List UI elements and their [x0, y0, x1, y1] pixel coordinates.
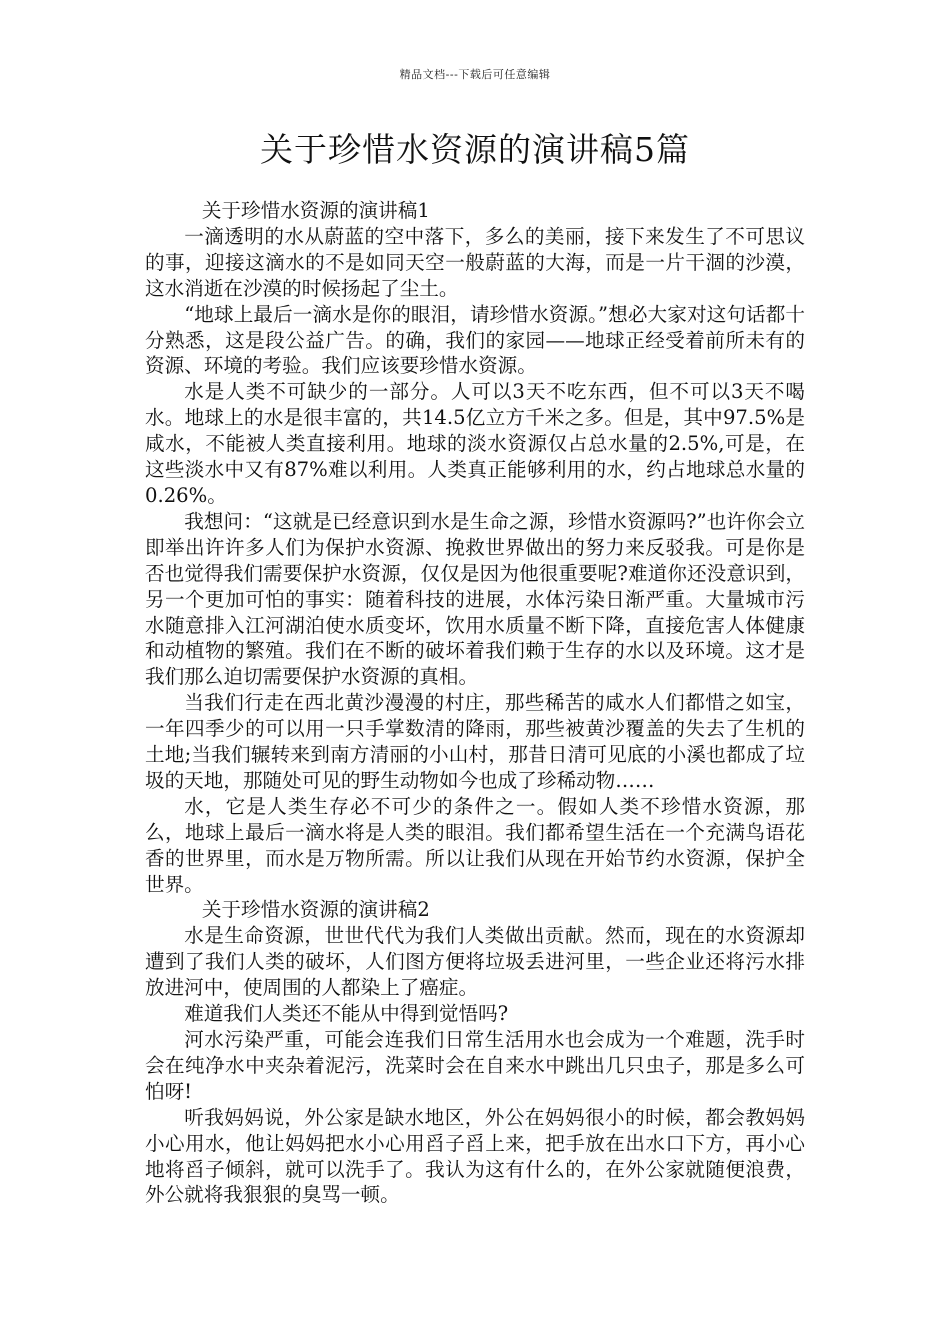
document-title: 关于珍惜水资源的演讲稿5篇 — [260, 130, 690, 169]
section-heading: 关于珍惜水资源的演讲稿2 — [201, 898, 430, 922]
paragraph: 听我妈妈说，外公家是缺水地区，外公在妈妈很小的时候，都会教妈妈小心用水，他让妈妈把水小心用舀子舀上来，把手放在出水口下方，再小心地将舀子倾斜，就可以洗手了。我认为这有什么的，在外公家就随便浪费，外公就将我狠狠的臭骂一顿。 — [145, 1105, 805, 1207]
paragraph: 水是生命资源，世世代代为我们人类做出贡献。然而，现在的水资源却遭到了我们人类的破坏，人们图方便将垃圾丢进河里，一些企业还将污水排放进河中，使周围的人都染上了癌症。 — [145, 924, 805, 1000]
paragraph: 一滴透明的水从蔚蓝的空中落下，多么的美丽，接下来发生了不可思议的事，迎接这滴水的不是如同天空一般蔚蓝的大海，而是一片干涸的沙漠，这水消逝在沙漠的时候扬起了尘土。 — [145, 224, 805, 300]
document-body — [145, 198, 805, 1208]
paragraph: 难道我们人类还不能从中得到觉悟吗? — [184, 1002, 509, 1026]
header-note: 精品文档---下载后可任意编辑 — [399, 68, 551, 81]
paragraph: 我想问：“这就是已经意识到水是生命之源，珍惜水资源吗?”也许你会立即举出许许多人们为保护水资源、挽救世界做出的努力来反驳我。可是你是否也觉得我们需要保护水资源，仅仅是因为他很重要呢?难道你还没意识到，另一个更加可怕的事实：随着科技的进展，水体污染日渐严重。大量城市污水随意排入江河湖泊使水质变坏，饮用水质量不断下降，直接危害人体健康和动植物的繁殖。我们在不断的破坏着我们赖于生存的水以及环境。这才是我们那么迫切需要保护水资源的真相。 — [145, 509, 805, 689]
paragraph: 河水污染严重，可能会连我们日常生活用水也会成为一个难题，洗手时会在纯净水中夹杂着泥污，洗菜时会在自来水中跳出几只虫子，那是多么可怕呀! — [145, 1028, 805, 1103]
paragraph: 当我们行走在西北黄沙漫漫的村庄，那些稀苦的咸水人们都惜之如宝，一年四季少的可以用一只手掌数清的降雨，那些被黄沙覆盖的失去了生机的土地;当我们辗转来到南方清丽的小山村，那昔日清可见底的小溪也都成了垃圾的天地，那随处可见的野生动物如今也成了珍稀动物…… — [145, 691, 805, 792]
paragraph: “地球上最后一滴水是你的眼泪，请珍惜水资源。”想必大家对这句话都十分熟悉，这是段公益广告。的确，我们的家园——地球正经受着前所未有的资源、环境的考验。我们应该要珍惜水资源。 — [145, 302, 805, 378]
section-heading: 关于珍惜水资源的演讲稿1 — [201, 199, 430, 222]
paragraph: 水是人类不可缺少的一部分。人可以3天不吃东西，但不可以3天不喝水。地球上的水是很丰富的，共14.5亿立方千米之多。但是，其中97.5%是咸水，不能被人类直接利用。地球的淡水资源仅占总水量的2.5%,可是，在这些淡水中又有87%难以利用。人类真正能够利用的水，约占地球总水量的0.26%。 — [145, 380, 805, 507]
paragraph: 水，它是人类生存必不可少的条件之一。假如人类不珍惜水资源，那么，地球上最后一滴水将是人类的眼泪。我们都希望生活在一个充满鸟语花香的世界里，而水是万物所需。所以让我们从现在开始节约水资源，保护全世界。 — [145, 794, 805, 896]
